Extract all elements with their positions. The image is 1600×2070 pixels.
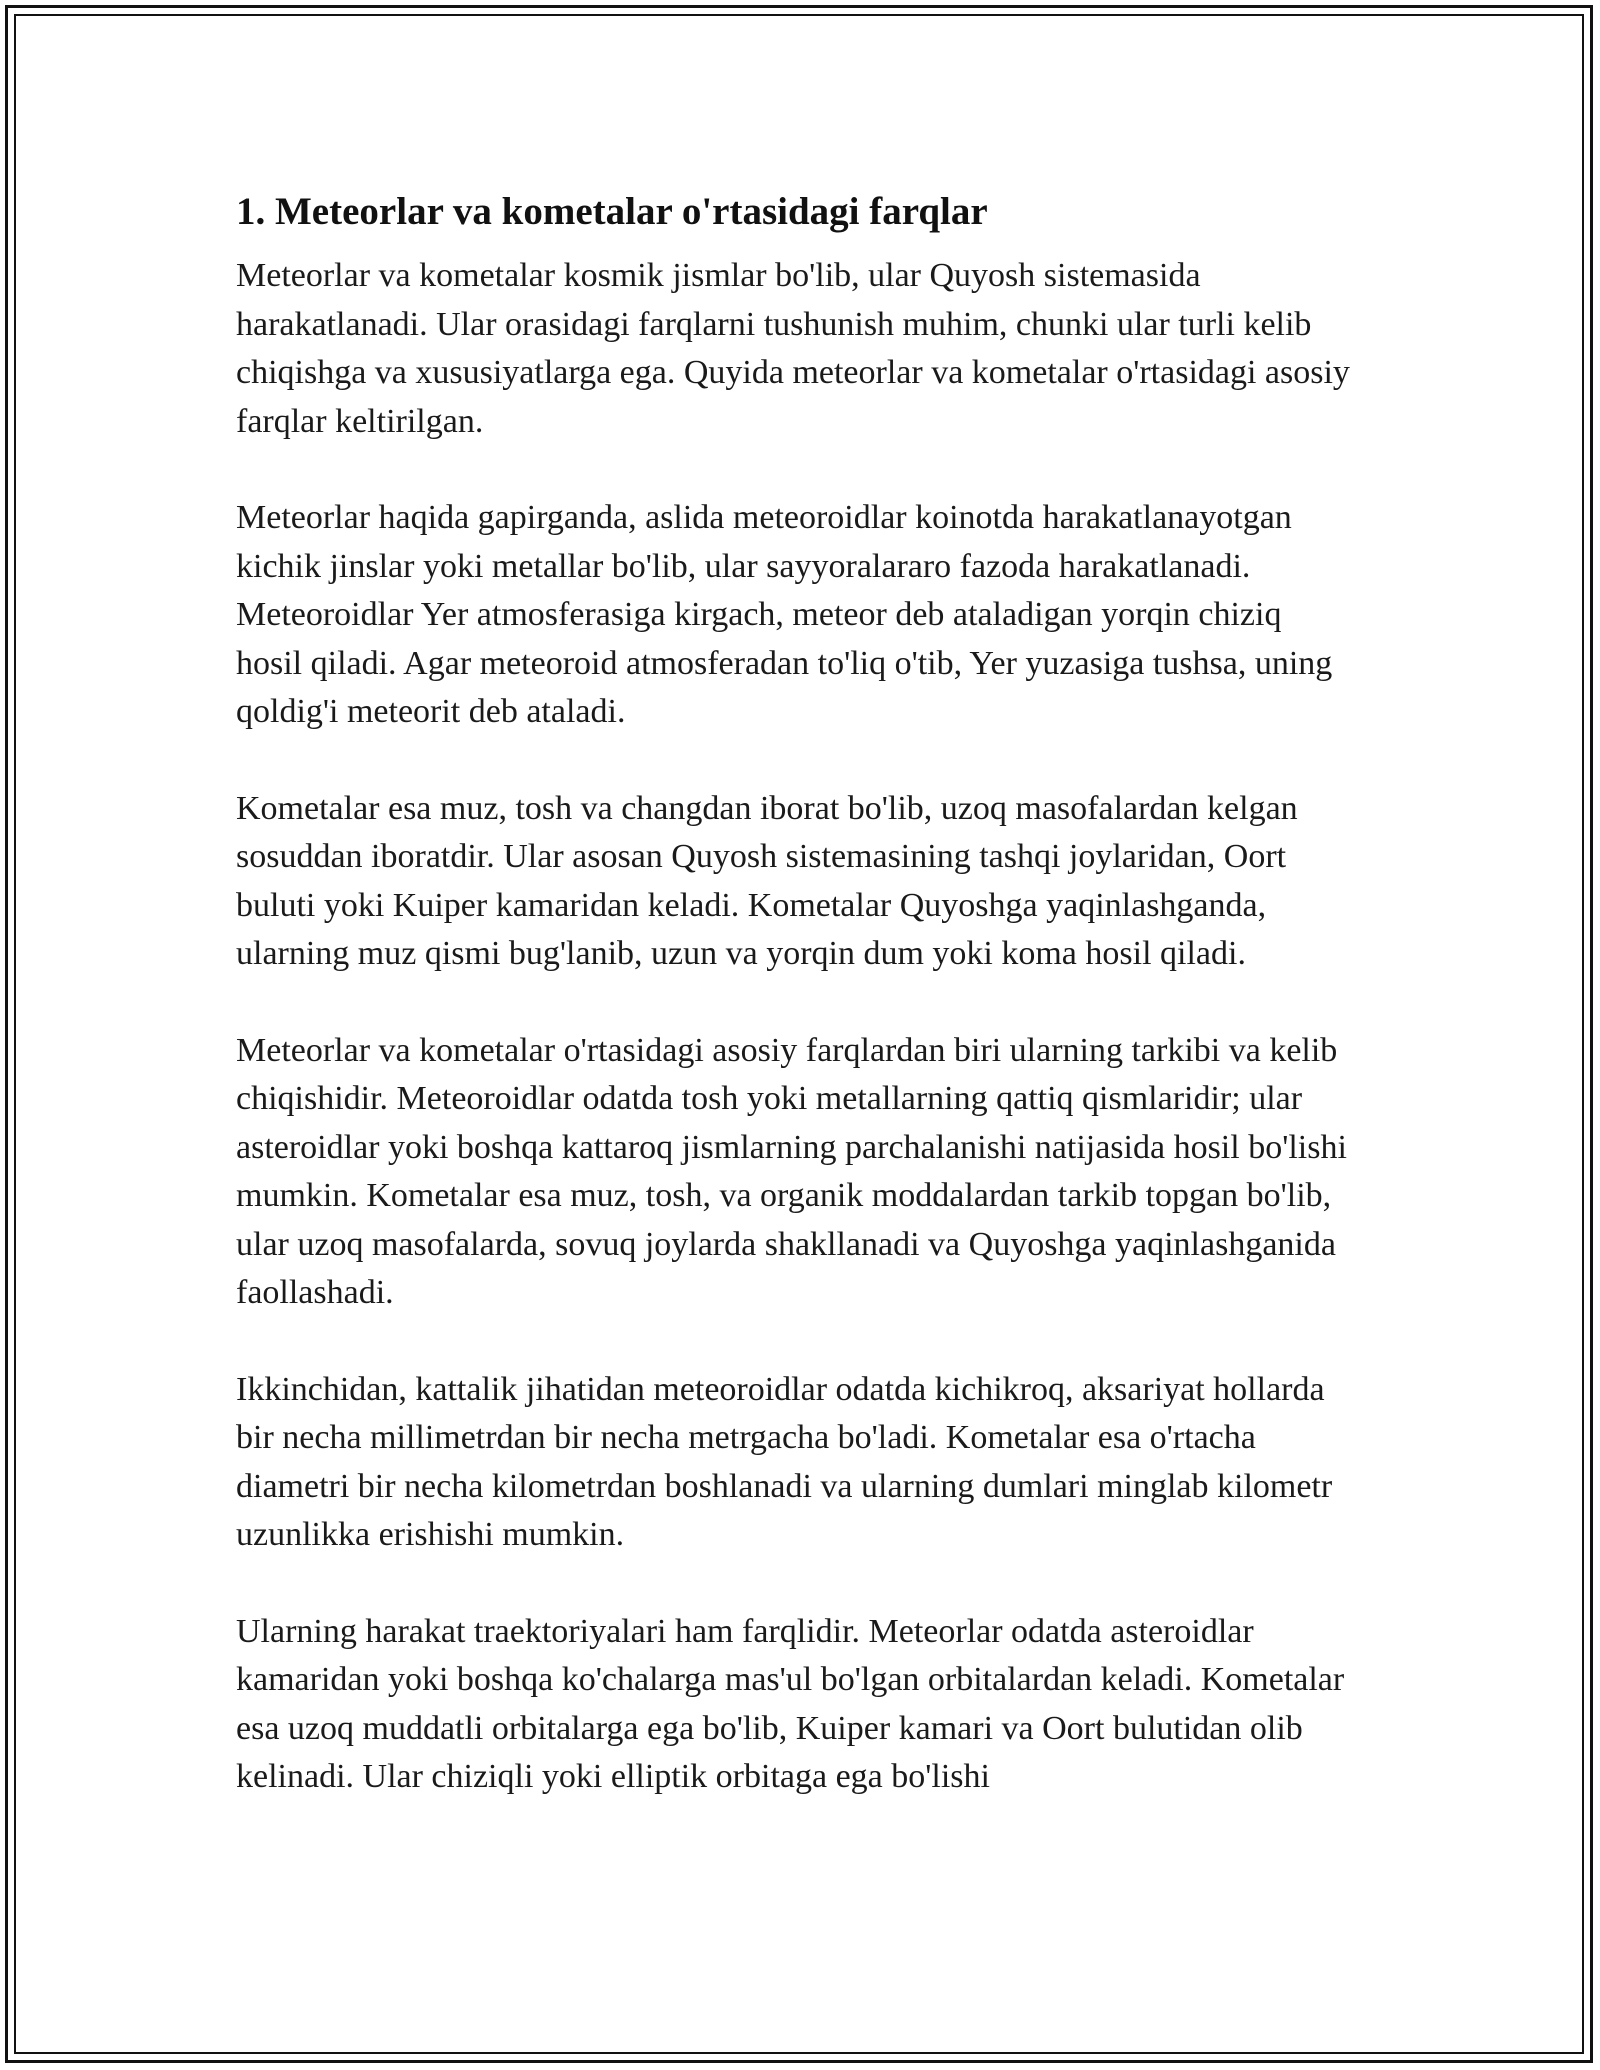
paragraph-trajectories: Ularning harakat traektoriyalari ham farqlidir. Meteorlar odatda asteroidlar kamaridan yoki boshqa ko'chalarga mas'ul bo'lgan orbitalardan keladi. Kometalar esa uzoq muddatli orbitalarga ega bo'lib, Kuiper kamari va Oort bulutidan olib kelinadi. Ular chiziqli yoki elliptik orbitaga ega bo'lishi xyxy=(236,1612,1345,1795)
paragraph-composition: Meteorlar va kometalar o'rtasidagi asosiy farqlardan biri ularning tarkibi va kelib chiqishidir. Meteoroidlar odatda tosh yoki metallarning qattiq qismlaridir; ular asteroidlar yoki boshqa kattaroq jismlarning parchalanishi natijasida hosil bo'lishi mumkin. Kometalar esa muz, tosh, va organik moddalardan tarkib topgan bo'lib, ular uzoq masofalarda, sovuq joylarda shakllanadi va Quyoshga yaqinlashganida faollashadi. xyxy=(236,1031,1347,1311)
paragraph-intro: Meteorlar va kometalar kosmik jismlar bo'lib, ular Quyosh sistemasida harakatlanadi. Ular orasidagi farqlarni tushunish muhim, chunki ular turli kelib chiqishga va xususiyatlarga ega. Quyida meteorlar va kometalar o'rtasidagi asosiy farqlar keltirilgan. xyxy=(236,257,1350,440)
document-body xyxy=(236,184,1356,1850)
section-title: 1. Meteorlar va kometalar o'rtasidagi farqlar xyxy=(236,190,988,233)
paragraph-size: Ikkinchidan, kattalik jihatidan meteoroidlar odatda kichikroq, aksariyat hollarda bir necha millimetrdan bir necha metrgacha bo'ladi. Kometalar esa o'rtacha diametri bir necha kilometrdan boshlanadi va ularning dumlari minglab kilometr uzunlikka erishishi mumkin. xyxy=(236,1370,1333,1553)
paragraph-comets: Kometalar esa muz, tosh va changdan iborat bo'lib, uzoq masofalardan kelgan sosuddan iboratdir. Ular asosan Quyosh sistemasining tashqi joylaridan, Oort buluti yoki Kuiper kamaridan keladi. Kometalar Quyoshga yaqinlashganda, ularning muz qismi bug'lanib, uzun va yorqin dum yoki koma hosil qiladi. xyxy=(236,789,1298,972)
paragraph-meteors: Meteorlar haqida gapirganda, aslida meteoroidlar koinotda harakatlanayotgan kichik jinslar yoki metallar bo'lib, ular sayyoralararo fazoda harakatlanadi. Meteoroidlar Yer atmosferasiga kirgach, meteor deb ataladigan yorqin chiziq hosil qiladi. Agar meteoroid atmosferadan to'liq o'tib, Yer yuzasiga tushsa, uning qoldig'i meteorit deb ataladi. xyxy=(236,499,1333,730)
